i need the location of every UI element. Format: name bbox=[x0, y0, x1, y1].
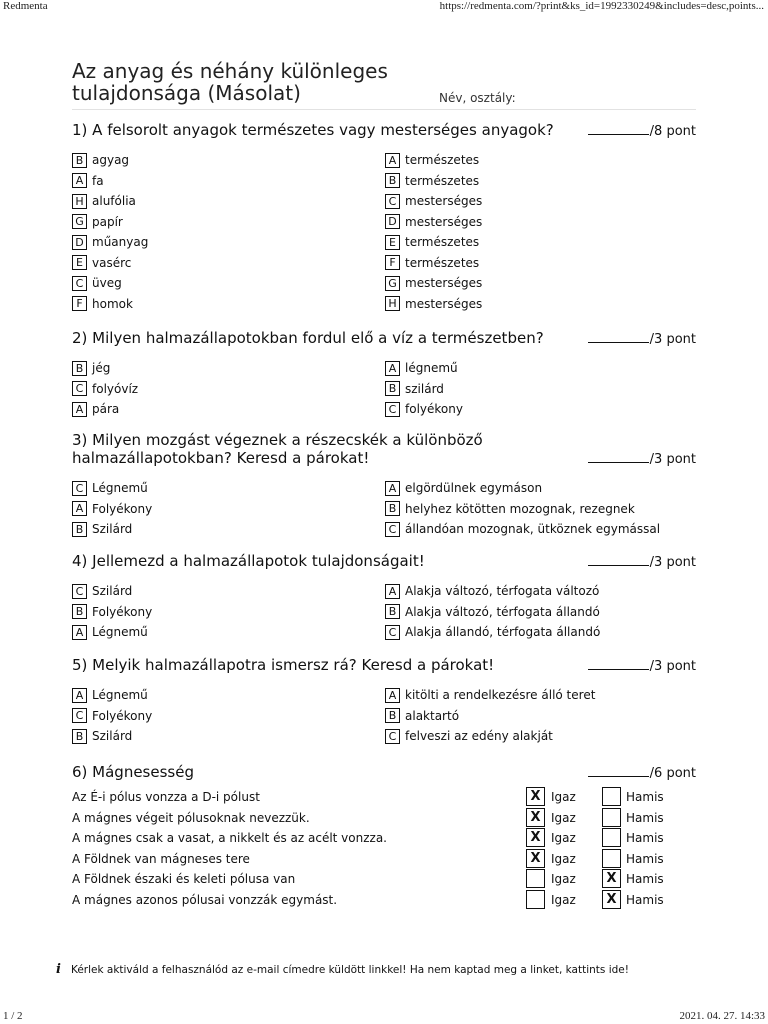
match-item-label: papír bbox=[92, 214, 123, 229]
answer-letter-box[interactable]: C bbox=[72, 381, 87, 396]
match-item-label: mesterséges bbox=[405, 194, 483, 208]
activation-notice[interactable] bbox=[56, 962, 629, 977]
match-item-label: Folyékony bbox=[92, 604, 153, 619]
true-false-row bbox=[72, 869, 696, 889]
statement-text: A mágnes végeit pólusoknak nevezzük. bbox=[72, 810, 310, 825]
igaz-checkbox[interactable] bbox=[526, 890, 545, 909]
left-match-item bbox=[72, 603, 152, 621]
answer-letter-box[interactable]: E bbox=[72, 255, 87, 270]
hamis-checkbox[interactable] bbox=[602, 849, 621, 868]
right-match-item bbox=[385, 295, 482, 313]
right-match-item bbox=[385, 686, 595, 704]
left-match-item bbox=[72, 213, 123, 231]
hamis-label: Hamis bbox=[626, 872, 664, 886]
right-match-item bbox=[385, 727, 553, 745]
info-icon: i bbox=[56, 962, 61, 977]
match-item-label: Alakja változó, térfogata állandó bbox=[405, 604, 600, 619]
match-item-label: Légnemű bbox=[92, 625, 148, 639]
match-item-label: helyhez kötötten mozognak, rezegnek bbox=[405, 501, 635, 516]
answer-letter-box[interactable]: A bbox=[72, 688, 87, 703]
match-item-label: vasérc bbox=[92, 255, 132, 270]
igaz-label: Igaz bbox=[551, 892, 576, 907]
answer-letter-box[interactable]: G bbox=[385, 276, 400, 291]
page-title bbox=[72, 60, 432, 104]
answer-letter-box[interactable]: E bbox=[385, 235, 400, 250]
question-title: 2) Milyen halmazállapotokban fordul elő a víz a természetben? bbox=[72, 329, 544, 347]
answer-letter-box[interactable]: B bbox=[72, 729, 87, 744]
question-title: 4) Jellemezd a halmazállapotok tulajdonságait! bbox=[72, 552, 425, 570]
answer-letter-box[interactable]: B bbox=[385, 173, 400, 188]
hamis-checkbox[interactable] bbox=[602, 787, 621, 806]
true-false-row bbox=[72, 787, 696, 807]
match-item-label: mesterséges bbox=[405, 214, 483, 229]
answer-letter-box[interactable]: F bbox=[385, 255, 400, 270]
match-item-label: pára bbox=[92, 402, 120, 416]
match-item-label: állandóan mozognak, ütköznek egymással bbox=[405, 522, 661, 536]
answer-letter-box[interactable]: A bbox=[72, 625, 87, 640]
question-title: 1) A felsorolt anyagok természetes vagy mesterséges anyagok? bbox=[72, 121, 554, 139]
answer-letter-box[interactable]: B bbox=[72, 361, 87, 376]
answer-letter-box[interactable]: C bbox=[72, 708, 87, 723]
points-field bbox=[588, 657, 696, 674]
statement-text: A mágnes csak a vasat, a nikkelt és az acélt vonzza. bbox=[72, 831, 387, 845]
right-match-item bbox=[385, 233, 479, 251]
match-item-label: elgördülnek egymáson bbox=[405, 481, 543, 495]
igaz-checkbox[interactable] bbox=[526, 869, 545, 888]
left-match-item bbox=[72, 151, 129, 169]
answer-letter-box[interactable]: A bbox=[72, 402, 87, 417]
left-match-item bbox=[72, 192, 136, 210]
igaz-checkbox[interactable]: X bbox=[526, 849, 545, 868]
igaz-checkbox[interactable]: X bbox=[526, 828, 545, 847]
statement-text: A Földnek északi és keleti pólusa van bbox=[72, 872, 296, 886]
match-item-label: légnemű bbox=[405, 361, 458, 375]
right-match-item bbox=[385, 213, 482, 231]
match-item-label: Folyékony bbox=[92, 501, 153, 516]
match-item-label: Légnemű bbox=[92, 481, 148, 495]
right-match-item bbox=[385, 359, 458, 377]
match-item-label: alaktartó bbox=[405, 708, 460, 723]
score-blank[interactable] bbox=[588, 330, 649, 343]
match-item-label: Alakja állandó, térfogata állandó bbox=[405, 625, 601, 639]
name-class-label: Név, osztály: bbox=[439, 91, 516, 105]
answer-letter-box[interactable]: A bbox=[72, 501, 87, 516]
left-match-item bbox=[72, 295, 133, 313]
statement-text: A mágnes azonos pólusai vonzzák egymást. bbox=[72, 892, 338, 907]
print-date: 2021. 04. 27. 14:33 bbox=[679, 1010, 765, 1022]
match-item-label: Alakja változó, térfogata változó bbox=[405, 584, 600, 598]
print-header bbox=[0, 0, 768, 16]
answer-letter-box[interactable]: A bbox=[385, 361, 400, 376]
answer-letter-box[interactable]: D bbox=[385, 214, 400, 229]
score-blank[interactable] bbox=[588, 450, 649, 463]
score-blank[interactable] bbox=[588, 553, 649, 566]
left-match-item bbox=[72, 400, 119, 418]
answer-letter-box[interactable]: C bbox=[72, 481, 87, 496]
hamis-label: Hamis bbox=[626, 790, 664, 804]
match-item-label: Szilárd bbox=[92, 729, 133, 743]
answer-letter-box[interactable]: A bbox=[385, 481, 400, 496]
points-field bbox=[588, 553, 696, 570]
magnetism-section bbox=[72, 763, 696, 913]
question-title: 3) Milyen mozgást végeznek a részecskék a különböző halmazállapotokban? Keresd a párokat! bbox=[72, 431, 483, 467]
points-field bbox=[588, 122, 696, 139]
answer-letter-box[interactable]: A bbox=[385, 153, 400, 168]
score-blank[interactable] bbox=[588, 122, 649, 135]
answer-letter-box[interactable]: B bbox=[385, 381, 400, 396]
match-item-label: folyékony bbox=[405, 402, 463, 416]
match-item-label: szilárd bbox=[405, 381, 444, 396]
left-match-item bbox=[72, 233, 148, 251]
right-match-item bbox=[385, 520, 660, 538]
answer-letter-box[interactable]: H bbox=[385, 296, 400, 311]
answer-letter-box[interactable]: C bbox=[72, 584, 87, 599]
right-match-item bbox=[385, 603, 600, 621]
points-label: /3 pont bbox=[649, 452, 696, 467]
left-match-item bbox=[72, 380, 138, 398]
true-false-row bbox=[72, 828, 696, 848]
igaz-checkbox[interactable]: X bbox=[526, 787, 545, 806]
answer-letter-box[interactable]: D bbox=[72, 235, 87, 250]
left-match-item bbox=[72, 623, 148, 641]
match-item-label: természetes bbox=[405, 235, 480, 249]
match-item-label: kitölti a rendelkezésre álló teret bbox=[405, 688, 596, 702]
print-footer bbox=[0, 1008, 768, 1024]
answer-letter-box[interactable]: B bbox=[72, 522, 87, 537]
print-header-site: Redmenta bbox=[3, 0, 48, 12]
left-match-item bbox=[72, 479, 148, 497]
question-title: 5) Melyik halmazállapotra ismersz rá? Keresd a párokat! bbox=[72, 656, 495, 674]
match-item-label: természetes bbox=[405, 173, 480, 188]
true-false-row bbox=[72, 808, 696, 828]
answer-letter-box[interactable]: F bbox=[72, 296, 87, 311]
score-blank[interactable] bbox=[588, 764, 649, 777]
igaz-label: Igaz bbox=[551, 810, 576, 825]
match-item-label: természetes bbox=[405, 153, 480, 167]
hamis-checkbox[interactable] bbox=[602, 828, 621, 847]
answer-letter-box[interactable]: B bbox=[385, 708, 400, 723]
points-field bbox=[588, 764, 696, 781]
answer-letter-box[interactable]: G bbox=[72, 214, 87, 229]
answer-letter-box[interactable]: A bbox=[385, 584, 400, 599]
right-match-item bbox=[385, 582, 599, 600]
answer-letter-box[interactable]: B bbox=[385, 604, 400, 619]
hamis-checkbox[interactable] bbox=[602, 808, 621, 827]
points-label: /3 pont bbox=[649, 555, 696, 570]
answer-letter-box[interactable]: C bbox=[72, 276, 87, 291]
hamis-label: Hamis bbox=[626, 892, 664, 907]
answer-letter-box[interactable]: H bbox=[72, 194, 87, 209]
left-match-item bbox=[72, 727, 132, 745]
answer-letter-box[interactable]: C bbox=[385, 522, 400, 537]
score-blank[interactable] bbox=[588, 657, 649, 670]
question-title: 6) Mágnesesség bbox=[72, 763, 194, 781]
left-match-item bbox=[72, 707, 152, 725]
left-match-item bbox=[72, 520, 132, 538]
answer-letter-box[interactable]: C bbox=[385, 402, 400, 417]
left-match-item bbox=[72, 500, 152, 518]
match-item-label: jég bbox=[92, 361, 111, 375]
hamis-label: Hamis bbox=[626, 810, 664, 825]
points-label: /3 pont bbox=[649, 332, 696, 347]
igaz-checkbox[interactable]: X bbox=[526, 808, 545, 827]
igaz-label: Igaz bbox=[551, 790, 576, 804]
right-match-item bbox=[385, 400, 463, 418]
match-item-label: Szilárd bbox=[92, 522, 133, 536]
points-label: /8 pont bbox=[649, 124, 696, 139]
answer-letter-box[interactable]: A bbox=[385, 688, 400, 703]
igaz-label: Igaz bbox=[551, 851, 576, 866]
hamis-checkbox[interactable]: X bbox=[602, 869, 621, 888]
match-item-label: mesterséges bbox=[405, 296, 483, 311]
page-number: 1 / 2 bbox=[3, 1010, 23, 1022]
answer-letter-box[interactable]: C bbox=[385, 729, 400, 744]
right-match-item bbox=[385, 500, 635, 518]
points-label: /6 pont bbox=[649, 766, 696, 781]
header-divider bbox=[72, 109, 696, 110]
match-item-label: fa bbox=[92, 173, 104, 188]
true-false-row bbox=[72, 890, 696, 910]
left-match-item bbox=[72, 582, 132, 600]
match-item-label: agyag bbox=[92, 153, 130, 167]
page-title-line-1: Az anyag és néhány különleges bbox=[72, 59, 388, 83]
right-match-item bbox=[385, 254, 479, 272]
print-header-url: https://redmenta.com/?print&ks_id=1992330249&includes=desc,points... bbox=[439, 0, 764, 12]
answer-letter-box[interactable]: B bbox=[72, 604, 87, 619]
match-item-label: Légnemű bbox=[92, 688, 148, 702]
answer-letter-box[interactable]: C bbox=[385, 625, 400, 640]
activation-notice-text[interactable]: Kérlek aktiváld a felhasználód az e-mail címedre küldött linkkel! Ha nem kaptad meg a linket, kattints ide! bbox=[70, 963, 629, 976]
right-match-item bbox=[385, 172, 479, 190]
left-match-item bbox=[72, 359, 110, 377]
igaz-label: Igaz bbox=[551, 831, 576, 845]
match-item-label: alufólia bbox=[92, 194, 136, 208]
match-item-label: Folyékony bbox=[92, 708, 153, 723]
right-match-item bbox=[385, 479, 542, 497]
answer-letter-box[interactable]: B bbox=[385, 501, 400, 516]
answer-letter-box[interactable]: A bbox=[72, 173, 87, 188]
right-match-item bbox=[385, 380, 444, 398]
true-false-row bbox=[72, 849, 696, 869]
right-match-item bbox=[385, 151, 479, 169]
left-match-item bbox=[72, 274, 122, 292]
match-item-label: üveg bbox=[92, 276, 122, 290]
hamis-label: Hamis bbox=[626, 851, 664, 866]
hamis-checkbox[interactable]: X bbox=[602, 890, 621, 909]
right-match-item bbox=[385, 707, 459, 725]
right-match-item bbox=[385, 623, 600, 641]
left-match-item bbox=[72, 172, 104, 190]
match-item-label: Szilárd bbox=[92, 584, 133, 598]
statement-text: A Földnek van mágneses tere bbox=[72, 851, 250, 866]
left-match-item bbox=[72, 686, 148, 704]
points-field bbox=[588, 330, 696, 347]
page-title-line-2: tulajdonsága (Másolat) bbox=[72, 81, 301, 105]
answer-letter-box[interactable]: C bbox=[385, 194, 400, 209]
match-item-label: folyóvíz bbox=[92, 381, 139, 396]
left-match-item bbox=[72, 254, 131, 272]
right-match-item bbox=[385, 192, 482, 210]
hamis-label: Hamis bbox=[626, 831, 664, 845]
match-item-label: felveszi az edény alakját bbox=[405, 729, 553, 743]
points-field bbox=[588, 450, 696, 467]
right-match-item bbox=[385, 274, 482, 292]
igaz-label: Igaz bbox=[551, 872, 576, 886]
points-label: /3 pont bbox=[649, 659, 696, 674]
match-item-label: homok bbox=[92, 296, 133, 311]
match-item-label: mesterséges bbox=[405, 276, 483, 290]
statement-text: Az É-i pólus vonzza a D-i pólust bbox=[72, 790, 260, 804]
match-item-label: természetes bbox=[405, 255, 480, 270]
match-item-label: műanyag bbox=[92, 235, 149, 249]
answer-letter-box[interactable]: B bbox=[72, 153, 87, 168]
